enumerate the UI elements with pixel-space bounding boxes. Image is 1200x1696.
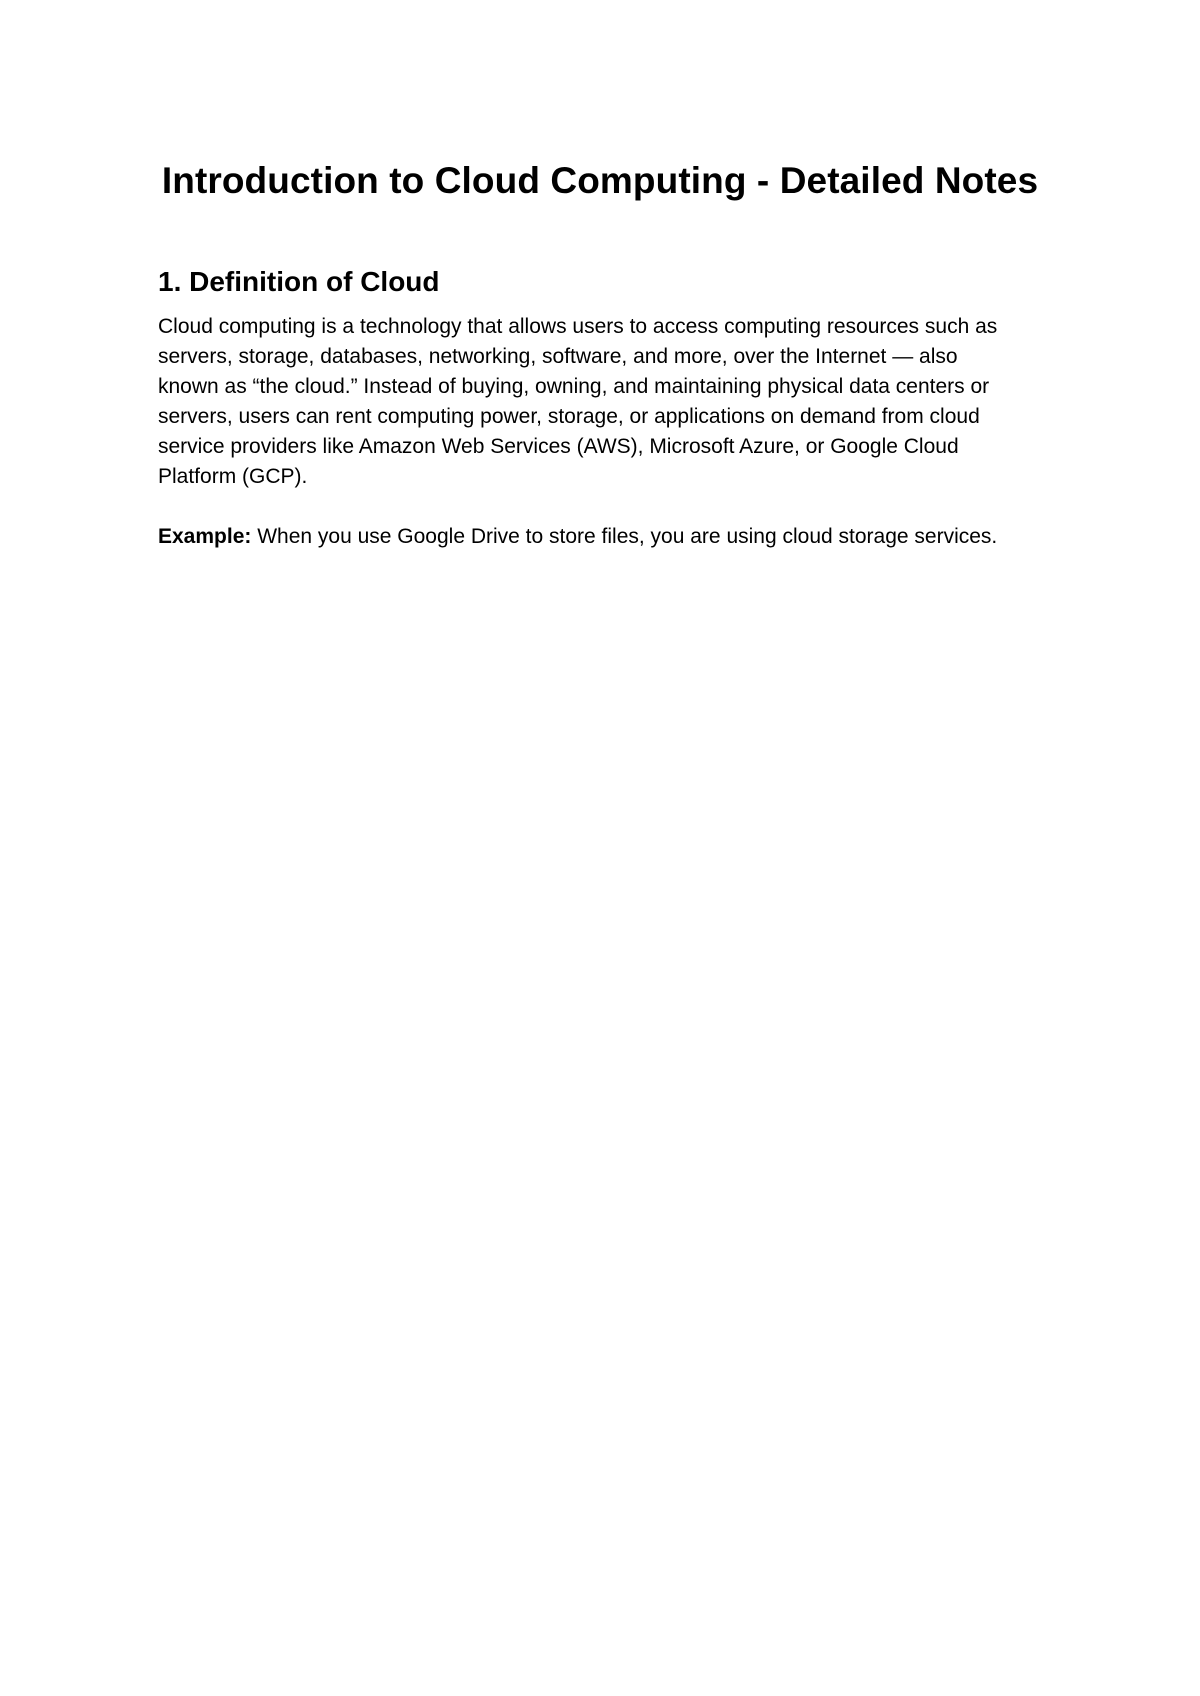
example-text: When you use Google Drive to store files, you are using cloud storage services. bbox=[251, 525, 998, 548]
paragraph-line: service providers like Amazon Web Services (AWS), Microsoft Azure, or Google Cloud bbox=[158, 435, 959, 458]
paragraph-line: servers, users can rent computing power, storage, or applications on demand from cloud bbox=[158, 405, 980, 428]
paragraph-line: known as “the cloud.” Instead of buying, owning, and maintaining physical data centers or bbox=[158, 375, 990, 398]
definition-paragraph bbox=[158, 312, 1058, 492]
page-title: Introduction to Cloud Computing - Detailed Notes bbox=[161, 160, 1039, 201]
paragraph-line: Cloud computing is a technology that allows users to access computing resources such as bbox=[158, 315, 998, 338]
paragraph-line: Platform (GCP). bbox=[158, 465, 308, 488]
section-heading-definition: 1. Definition of Cloud bbox=[158, 266, 440, 297]
paragraph-line: servers, storage, databases, networking, software, and more, over the Internet — also bbox=[158, 345, 958, 368]
example-paragraph bbox=[158, 522, 1058, 552]
example-label: Example: bbox=[158, 525, 252, 548]
